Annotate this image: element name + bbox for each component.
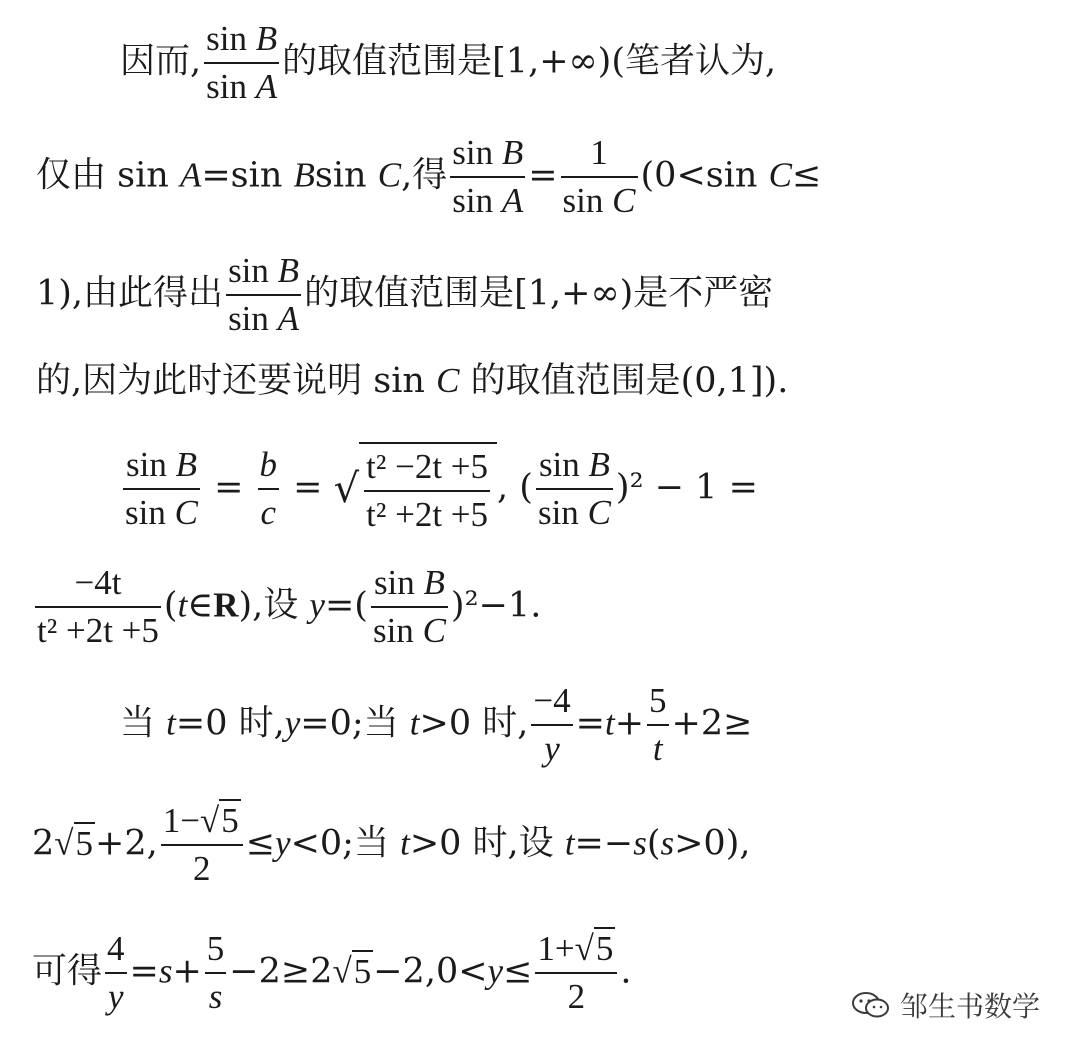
var: b [259, 445, 278, 484]
var: B [501, 133, 524, 172]
fraction-t-poly [364, 446, 490, 536]
text: 2 [32, 823, 55, 864]
radicand: 5 [595, 929, 614, 968]
fraction-sinB-sinA [450, 132, 525, 222]
var: A [501, 181, 524, 220]
radicand: 5 [353, 951, 372, 991]
line-6 [32, 562, 541, 652]
fraction-minus4-y [531, 680, 572, 770]
text: 的取值范围是[1,+∞)(笔者认为, [282, 41, 777, 82]
var: s [208, 977, 223, 1016]
var: s [660, 823, 675, 863]
text: +2≥ [671, 703, 753, 744]
var: C [587, 493, 611, 532]
var: A [277, 299, 300, 338]
text: 的,因为此时还要说明 sin [36, 361, 437, 401]
text: + [614, 703, 645, 744]
text: + [172, 951, 202, 992]
fraction-sinB-sinA [226, 250, 301, 340]
text: 因而, [120, 41, 202, 82]
var: t [166, 703, 176, 743]
line-2 [36, 132, 821, 222]
var: C [612, 181, 636, 220]
text: sin [452, 133, 502, 172]
text: = [282, 467, 334, 508]
fraction-4-y [105, 928, 127, 1018]
text: sin [373, 563, 424, 602]
text: >0 时,设 [409, 823, 565, 864]
text: 仅由 sin [36, 155, 180, 196]
numerator: 5 [205, 928, 227, 974]
var: t [564, 823, 575, 863]
var: t [409, 703, 420, 743]
var: t [652, 729, 663, 768]
line-7 [120, 680, 752, 770]
text: )² − 1 = [615, 467, 758, 508]
numerator: 4 [105, 928, 127, 974]
var: C [422, 611, 446, 650]
denominator: 2 [567, 977, 586, 1016]
text: ≤ [503, 951, 533, 992]
var: A [179, 155, 202, 195]
fraction-1-plus-sqrt5: $\frac{1+√5}{2}$ [535, 928, 617, 1018]
text: sin [125, 445, 176, 484]
var: t [177, 585, 188, 625]
watermark-text: 邹生书数学 [899, 990, 1040, 1023]
var: C [436, 361, 460, 400]
text: ( [163, 585, 178, 626]
text: ≤ [791, 155, 822, 196]
text: =− [574, 823, 634, 864]
denominator: t² +2t +5 [366, 495, 489, 534]
var: y [309, 585, 325, 625]
fraction-sinB-sinA [204, 18, 279, 108]
denominator: 2 [192, 849, 211, 888]
sqrt5: √5 [332, 951, 372, 991]
line-9 [32, 928, 632, 1018]
sqrt-expression [334, 442, 497, 536]
text: sin [125, 493, 175, 532]
var: C [174, 493, 198, 532]
text: = [528, 155, 558, 196]
numerator: −4t [35, 562, 161, 608]
text: = [575, 703, 605, 744]
numerator: 5 [647, 680, 669, 726]
text: ∈ [187, 585, 214, 626]
text: +2, [95, 823, 158, 864]
var: B [277, 251, 300, 290]
text: =0;当 [300, 703, 410, 744]
var: A [255, 67, 278, 106]
text: . [620, 951, 632, 992]
line-5 [120, 442, 758, 536]
text: sin [228, 299, 278, 338]
text: )²−1. [450, 585, 542, 626]
var: t [400, 823, 410, 863]
text: 1− [162, 801, 200, 840]
fraction-minus4t [35, 562, 161, 652]
text: 的取值范围是[1,+∞)是不严密 [304, 273, 774, 314]
fraction-sinB-sinC [536, 444, 613, 534]
fraction-sinB-sinC [371, 562, 448, 652]
text: sin [228, 251, 278, 290]
var: B [175, 445, 197, 484]
fraction-5-t [647, 680, 669, 770]
text: =sin [201, 155, 294, 196]
var: y [487, 951, 504, 991]
numerator: t² −2t +5 [364, 446, 490, 492]
var: y [544, 729, 560, 768]
text: = [202, 467, 255, 508]
denominator: t² +2t +5 [37, 611, 159, 650]
text: ≤ [245, 823, 276, 864]
radicand: 5 [75, 823, 93, 863]
var: B [588, 445, 610, 484]
fraction-b-c [258, 444, 280, 534]
var: t [604, 703, 615, 743]
line-8 [32, 800, 750, 890]
text: sin [537, 493, 588, 532]
text: −2≥2 [229, 951, 333, 992]
text: ),设 [238, 585, 310, 626]
var: B [255, 19, 278, 58]
text: = [129, 951, 159, 992]
numerator: −4 [531, 680, 572, 726]
text: 当 [120, 703, 167, 744]
var: B [293, 155, 315, 195]
text: >0), [674, 823, 751, 864]
text: (0<sin [640, 155, 769, 196]
var: C [377, 155, 402, 195]
text: >0 时, [419, 703, 529, 744]
var: y [284, 703, 301, 743]
line-4 [36, 363, 788, 399]
sqrt5: √5 [54, 823, 93, 863]
text: sin [206, 67, 256, 106]
text: sin [314, 155, 378, 196]
fraction-sinB-sinC [123, 444, 200, 534]
radicand: 5 [221, 801, 239, 840]
text: sin [452, 181, 502, 220]
var: s [158, 951, 173, 991]
var: B [423, 563, 445, 602]
text: ,得 [401, 155, 448, 196]
var: s [633, 823, 647, 863]
var: y [107, 977, 124, 1016]
text: =0 时, [175, 703, 285, 744]
watermark [850, 985, 1040, 1025]
set-R: R [213, 585, 239, 625]
text: , ( [497, 467, 533, 508]
wechat-icon [850, 990, 892, 1020]
text: 的取值范围是(0,1]). [459, 361, 789, 401]
text: =( [324, 585, 368, 626]
fraction-1-sinC [561, 132, 638, 222]
numerator: 1 [561, 132, 638, 178]
fraction-1-minus-sqrt5: $\frac{1-√5}{2}$ [161, 800, 243, 890]
text: 1+ [537, 929, 575, 968]
text: ( [646, 823, 661, 864]
text: <0;当 [290, 823, 401, 864]
text: 可得 [32, 951, 103, 992]
text: sin [372, 611, 423, 650]
text: sin [206, 19, 256, 58]
text: −2,0< [373, 951, 488, 992]
var: C [768, 155, 792, 195]
text: sin [538, 445, 589, 484]
var: y [275, 823, 291, 863]
text: sin [562, 181, 613, 220]
fraction-5-s [205, 928, 227, 1018]
line-3 [36, 250, 773, 340]
radical-sign: √ [333, 466, 360, 512]
line-1 [120, 18, 776, 108]
var: c [260, 493, 277, 532]
text: 1),由此得出 [36, 273, 224, 314]
